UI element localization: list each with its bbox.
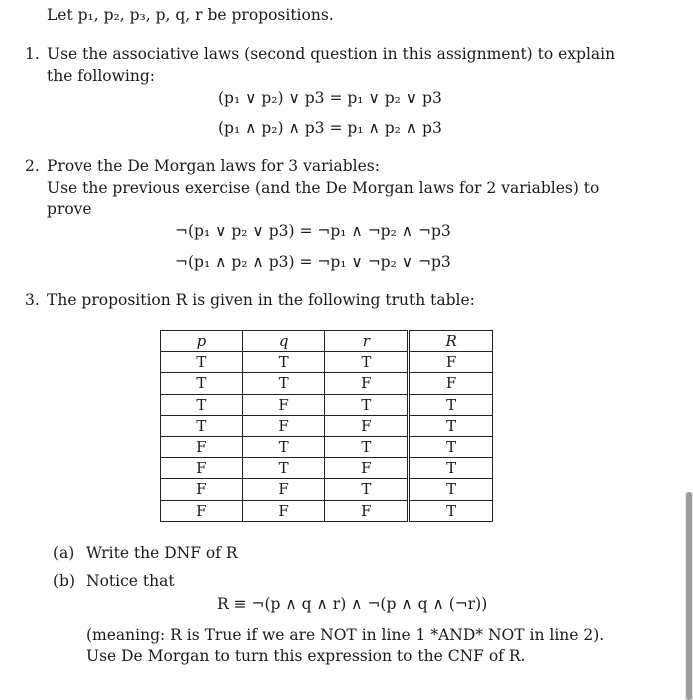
item-2-number: 2. <box>25 157 40 175</box>
table-row <box>161 500 493 521</box>
table-row <box>161 394 493 415</box>
cell-R: T <box>409 500 493 521</box>
cell-p: F <box>161 436 243 457</box>
cell-q: T <box>242 373 325 394</box>
cell-r: F <box>325 500 409 521</box>
header-p: p <box>161 331 243 352</box>
cell-p: T <box>161 373 243 394</box>
cell-p: T <box>161 352 243 373</box>
table-row <box>161 479 493 500</box>
cell-r: F <box>325 373 409 394</box>
intro-text: Let p₁, p₂, p₃, p, q, r be propositions. <box>47 6 334 24</box>
cell-R: T <box>409 394 493 415</box>
cell-r: T <box>325 352 409 373</box>
cell-q: F <box>242 479 325 500</box>
table-row <box>161 415 493 436</box>
scrollbar-thumb[interactable] <box>686 492 692 700</box>
cell-R: F <box>409 352 493 373</box>
cell-q: F <box>242 500 325 521</box>
item-2-equation-1: ¬(p₁ ∨ p₂ ∨ p3) = ¬p₁ ∧ ¬p₂ ∧ ¬p3 <box>175 222 451 240</box>
cell-p: T <box>161 394 243 415</box>
cell-q: T <box>242 352 325 373</box>
header-q: q <box>242 331 325 352</box>
item-1-text-line1: Use the associative laws (second question in this assignment) to explain <box>47 45 616 63</box>
header-R: R <box>409 331 493 352</box>
table-row <box>161 458 493 479</box>
table-row <box>161 373 493 394</box>
subitem-b-label: (b) <box>53 572 76 590</box>
cell-r: T <box>325 394 409 415</box>
subitem-a-label: (a) <box>53 544 75 562</box>
item-1-equation-1: (p₁ ∨ p₂) ∨ p3 = p₁ ∨ p₂ ∨ p3 <box>218 89 442 107</box>
cell-r: T <box>325 479 409 500</box>
cell-R: T <box>409 436 493 457</box>
cell-q: T <box>242 436 325 457</box>
cell-q: T <box>242 458 325 479</box>
subitem-a-text: Write the DNF of R <box>86 544 238 562</box>
truth-table <box>160 330 493 522</box>
item-2-equation-2: ¬(p₁ ∧ p₂ ∧ p3) = ¬p₁ ∨ ¬p₂ ∨ ¬p3 <box>175 253 451 271</box>
cell-R: T <box>409 458 493 479</box>
item-3-text: The proposition R is given in the following truth table: <box>47 291 475 309</box>
cell-q: F <box>242 394 325 415</box>
cell-r: F <box>325 415 409 436</box>
item-3-number: 3. <box>25 291 40 309</box>
item-1-number: 1. <box>25 45 40 63</box>
vertical-scrollbar[interactable] <box>685 492 693 700</box>
item-1-equation-2: (p₁ ∧ p₂) ∧ p3 = p₁ ∧ p₂ ∧ p3 <box>218 119 442 137</box>
cell-R: F <box>409 373 493 394</box>
cell-R: T <box>409 415 493 436</box>
subitem-b-note-line2: Use De Morgan to turn this expression to the CNF of R. <box>86 647 526 665</box>
table-row <box>161 436 493 457</box>
header-r: r <box>325 331 409 352</box>
cell-p: F <box>161 458 243 479</box>
cell-p: T <box>161 415 243 436</box>
cell-r: T <box>325 436 409 457</box>
subitem-b-note-line1: (meaning: R is True if we are NOT in line 1 *AND* NOT in line 2). <box>86 626 605 644</box>
table-row <box>161 352 493 373</box>
item-1-text-line2: the following: <box>47 67 155 85</box>
cell-q: F <box>242 415 325 436</box>
truth-table-header-row <box>161 331 493 352</box>
item-2-text-line3: prove <box>47 200 92 218</box>
cell-R: T <box>409 479 493 500</box>
cell-p: F <box>161 500 243 521</box>
cell-r: F <box>325 458 409 479</box>
subitem-b-equation: R ≡ ¬(p ∧ q ∧ r) ∧ ¬(p ∧ q ∧ (¬r)) <box>217 595 488 613</box>
item-2-text-line2: Use the previous exercise (and the De Morgan laws for 2 variables) to <box>47 179 600 197</box>
item-2-text-line1: Prove the De Morgan laws for 3 variables: <box>47 157 380 175</box>
subitem-b-text: Notice that <box>86 572 175 590</box>
cell-p: F <box>161 479 243 500</box>
